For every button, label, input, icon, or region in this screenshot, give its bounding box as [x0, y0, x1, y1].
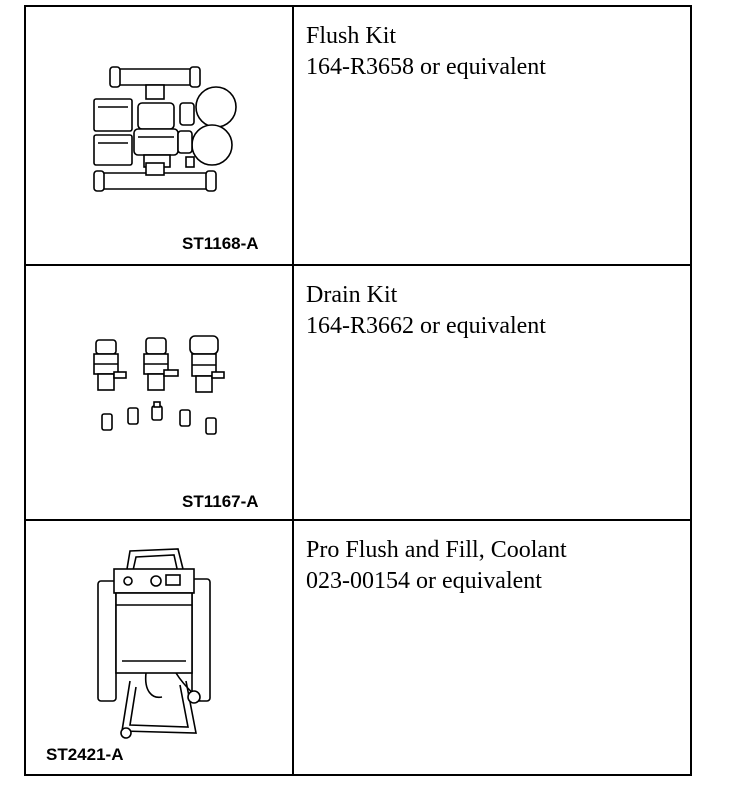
tool-code: ST2421-A — [46, 745, 124, 764]
illustration-cell — [26, 521, 294, 774]
table-row — [26, 7, 690, 266]
special-tools-table — [24, 5, 692, 776]
illustration-cell — [26, 266, 294, 519]
tool-name: Pro Flush and Fill, Coolant — [306, 537, 567, 563]
part-number: 164-R3658 or equivalent — [306, 54, 546, 80]
description-cell — [294, 7, 690, 264]
part-number: 023-00154 or equivalent — [306, 568, 542, 594]
table-row — [26, 521, 690, 774]
illustration-cell — [26, 7, 294, 264]
tool-name: Flush Kit — [306, 23, 397, 49]
flush-kit-illustration — [26, 7, 292, 264]
flush-fill-machine-illustration — [26, 521, 292, 772]
tool-code: ST1167-A — [182, 492, 259, 511]
description-cell — [294, 266, 690, 519]
tool-code: ST1168-A — [182, 234, 259, 253]
description-cell — [294, 521, 690, 774]
table-row — [26, 266, 690, 521]
tool-name: Drain Kit — [306, 282, 398, 308]
drain-kit-illustration — [26, 266, 292, 519]
part-number: 164-R3662 or equivalent — [306, 313, 546, 339]
